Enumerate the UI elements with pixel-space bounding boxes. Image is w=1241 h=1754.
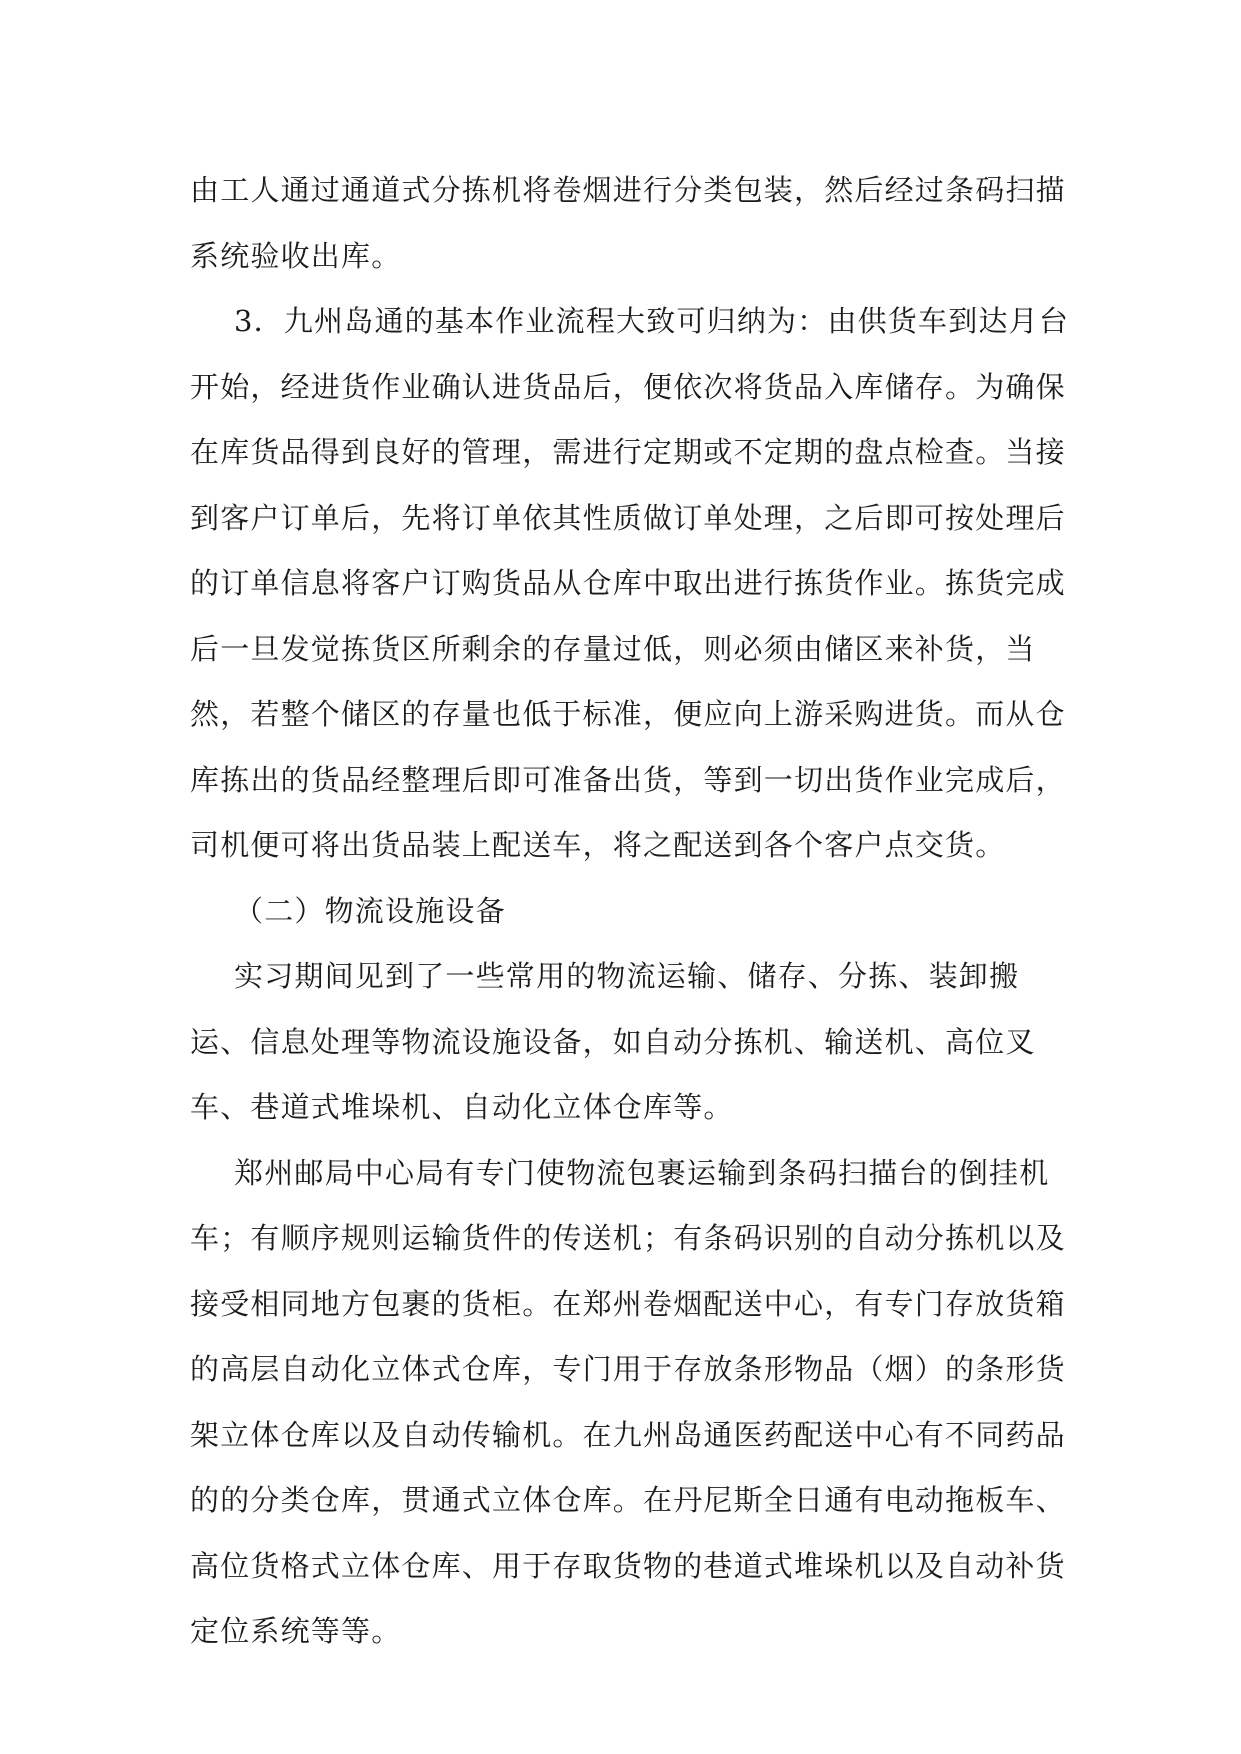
- paragraph-facilities-overview: 实习期间见到了一些常用的物流运输、储存、分拣、装卸搬运、信息处理等物流设施设备，如自动分拣机、输送机、高位叉车、巷道式堆垛机、自动化立体仓库等。: [190, 959, 1036, 1124]
- paragraph-facilities-detail: 郑州邮局中心局有专门使物流包裹运输到条码扫描台的倒挂机车；有顺序规则运输货件的传送机；有条码识别的自动分拣机以及接受相同地方包裹的货柜。在郑州卷烟配送中心，有专门存放货箱的高层自动化立体式仓库，专门用于存放条形物品（烟）的条形货架立体仓库以及自动传输机。在九州岛通医药配送中心有不同药品的的分类仓库，贯通式立体仓库。在丹尼斯全日通有电动拖板车、高位货格式立体仓库、用于存取货物的巷道式堆垛机以及自动补货定位系统等等。: [190, 1155, 1066, 1648]
- document-body: [190, 158, 1070, 1665]
- paragraph-workflow: 3．九州岛通的基本作业流程大致可归纳为：由供货车到达月台开始，经进货作业确认进货品后，便依次将货品入库储存。为确保在库货品得到良好的管理，需进行定期或不定期的盘点检查。当接到客户订单后，先将订单依其性质做订单处理，之后即可按处理后的订单信息将客户订购货品从仓库中取出进行拣货作业。拣货完成后一旦发觉拣货区所剩余的存量过低，则必须由储区来补货，当然，若整个储区的存量也低于标准，便应向上游采购进货。而从仓库拣出的货品经整理后即可准备出货，等到一切出货作业完成后，司机便可将出货品装上配送车，将之配送到各个客户点交货。: [190, 304, 1070, 862]
- section-heading: （二）物流设施设备: [234, 893, 506, 928]
- paragraph-continuation: 由工人通过通道式分拣机将卷烟进行分类包装，然后经过条码扫描系统验收出库。: [190, 173, 1066, 273]
